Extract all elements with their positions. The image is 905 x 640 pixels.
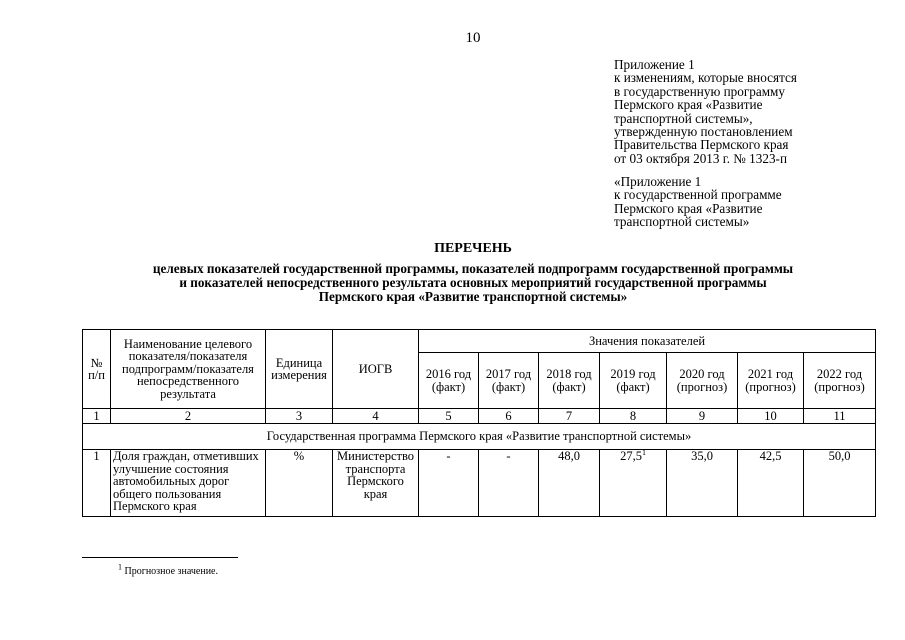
document-subtitle bbox=[90, 262, 856, 304]
column-number: 8 bbox=[600, 409, 667, 424]
row-value-2016: - bbox=[419, 450, 479, 517]
footnote bbox=[118, 562, 218, 577]
column-number: 10 bbox=[738, 409, 804, 424]
annex-quote-block bbox=[614, 175, 782, 229]
annex-quote-line: «Приложение 1 bbox=[614, 174, 702, 189]
table-row bbox=[83, 450, 876, 517]
annex-line: Пермского края «Развитие bbox=[614, 97, 763, 113]
row-value-2020: 35,0 bbox=[667, 450, 738, 517]
row-indicator-name: Доля граждан, отметивших улучшение состояния автомобильных дорог общего пользования Пермского края bbox=[111, 450, 266, 517]
header-iogv: ИОГВ bbox=[333, 330, 419, 409]
annex-line: утвержденную постановлением bbox=[614, 124, 793, 140]
column-number: 7 bbox=[539, 409, 600, 424]
header-year: 2019 год (факт) bbox=[600, 353, 667, 409]
annex-line: к изменениям, которые вносятся bbox=[614, 70, 797, 86]
annex-quote-line: транспортной системы» bbox=[614, 214, 750, 230]
header-values-group: Значения показателей bbox=[419, 330, 876, 353]
column-number: 2 bbox=[111, 409, 266, 424]
row-value-2019 bbox=[600, 447, 667, 517]
header-unit: Единица измерения bbox=[266, 330, 333, 409]
footnote-divider bbox=[82, 557, 238, 558]
annex-line: от 03 октября 2013 г. № 1323-п bbox=[614, 150, 788, 166]
row-iogv: Министерство транспорта Пермского края bbox=[333, 450, 419, 517]
program-row bbox=[83, 424, 876, 450]
row-num: 1 bbox=[83, 450, 111, 517]
subtitle-line: Пермского края «Развитие транспортной системы» bbox=[318, 289, 628, 304]
footnote-text: Прогнозное значение. bbox=[124, 566, 218, 577]
column-number: 5 bbox=[419, 409, 479, 424]
header-year: 2017 год (факт) bbox=[479, 353, 539, 409]
header-year: 2020 год (прогноз) bbox=[667, 353, 738, 409]
annex-line: Правительства Пермского края bbox=[614, 137, 789, 153]
header-num: № п/п bbox=[83, 330, 111, 409]
subtitle-line: и показателей непосредственного результата основных мероприятий государственной программы bbox=[179, 275, 767, 290]
annex-quote-line: к государственной программе bbox=[614, 187, 782, 203]
column-number: 4 bbox=[333, 409, 419, 424]
header-year: 2018 год (факт) bbox=[539, 353, 600, 409]
footnote-reference: 1 bbox=[641, 447, 646, 457]
program-title: Государственная программа Пермского края «Развитие транспортной системы» bbox=[83, 424, 876, 450]
column-number: 6 bbox=[479, 409, 539, 424]
column-number: 3 bbox=[266, 409, 333, 424]
header-year: 2021 год (прогноз) bbox=[738, 353, 804, 409]
column-number: 9 bbox=[667, 409, 738, 424]
row-value-2017: - bbox=[479, 450, 539, 517]
value-text: 27,5 bbox=[620, 449, 642, 463]
annex-line: в государственную программу bbox=[614, 83, 785, 99]
header-year: 2016 год (факт) bbox=[419, 353, 479, 409]
footnote-mark: 1 bbox=[118, 562, 122, 572]
header-name: Наименование целевого показателя/показателя подпрограмм/показателя непосредственного результата bbox=[111, 330, 266, 409]
column-numbers-row bbox=[83, 409, 876, 424]
column-number: 11 bbox=[804, 409, 876, 424]
row-unit: % bbox=[266, 450, 333, 517]
row-value-2021: 42,5 bbox=[738, 450, 804, 517]
table-header-row bbox=[83, 330, 876, 353]
annex-quote-line: Пермского края «Развитие bbox=[614, 200, 763, 216]
page-number: 10 bbox=[465, 30, 481, 46]
document-title: ПЕРЕЧЕНЬ bbox=[434, 241, 512, 256]
row-value-2018: 48,0 bbox=[539, 450, 600, 517]
column-number: 1 bbox=[83, 409, 111, 424]
subtitle-line: целевых показателей государственной программы, показателей подпрограмм государственной программы bbox=[152, 261, 794, 276]
row-value-2022: 50,0 bbox=[804, 450, 876, 517]
annex-approval-block bbox=[614, 58, 797, 165]
header-year: 2022 год (прогноз) bbox=[804, 353, 876, 409]
annex-line: Приложение 1 bbox=[614, 57, 695, 72]
annex-line: транспортной системы», bbox=[614, 110, 753, 126]
indicators-table bbox=[82, 329, 876, 517]
